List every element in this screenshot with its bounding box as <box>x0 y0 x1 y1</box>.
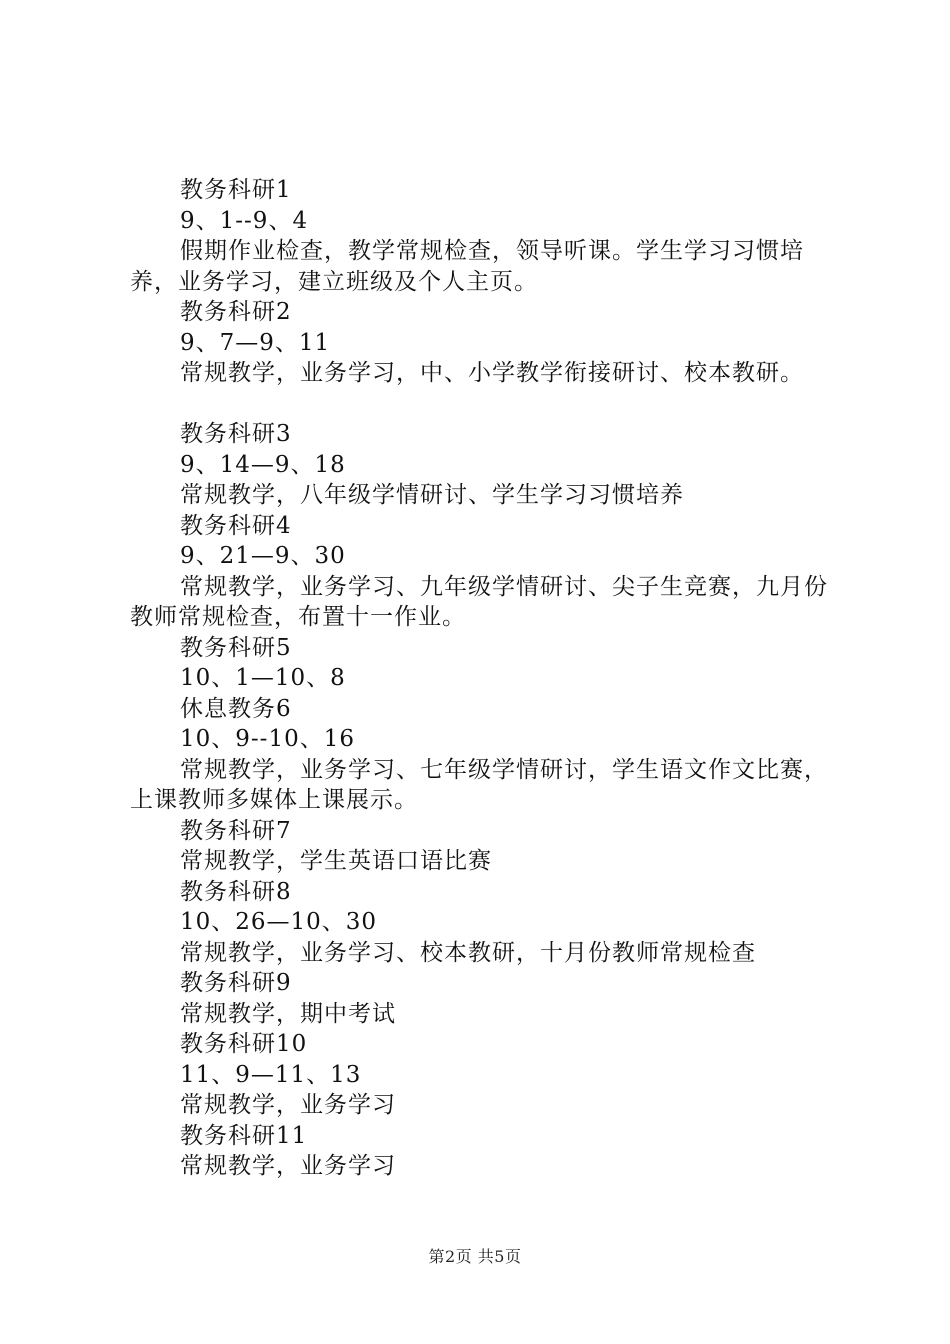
activity-description: 常规教学，业务学习、九年级学情研讨、尖子生竞赛，九月份教师常规检查，布置十一作业。 <box>130 573 828 630</box>
date-range: 9、1--9、4 <box>180 207 309 234</box>
section-heading: 教务科研8 <box>180 878 292 905</box>
page-footer: 第2页 共5页 <box>428 1247 522 1266</box>
activity-description: 常规教学，业务学习 <box>180 1153 396 1179</box>
date-range: 10、26—10、30 <box>180 909 378 935</box>
activity-description: 常规教学，业务学习，中、小学教学衔接研讨、校本教研。 <box>180 360 804 386</box>
activity-description: 常规教学，学生英语口语比赛 <box>180 848 492 874</box>
blank-line <box>130 389 845 420</box>
activity-description: 常规教学，期中考试 <box>180 1000 396 1027</box>
activity-description: 假期作业检查，教学常规检查，领导听课。学生学习习惯培养，业务学习，建立班级及个人主页。 <box>130 238 804 295</box>
section-heading: 教务科研11 <box>180 1122 308 1149</box>
activity-description: 常规教学，业务学习 <box>180 1092 396 1118</box>
activity-description: 常规教学，八年级学情研讨、学生学习习惯培养 <box>180 482 684 508</box>
section-heading: 教务科研2 <box>180 299 292 325</box>
section-heading: 教务科研9 <box>180 970 292 996</box>
section-heading: 教务科研4 <box>180 512 292 539</box>
section-heading: 休息教务6 <box>180 695 292 722</box>
activity-description: 常规教学，业务学习、校本教研，十月份教师常规检查 <box>180 939 756 966</box>
section-heading: 教务科研5 <box>180 634 292 661</box>
date-range: 9、7—9、11 <box>180 329 331 356</box>
date-range: 10、9--10、16 <box>180 726 355 752</box>
date-range: 11、9—11、13 <box>180 1061 362 1088</box>
date-range: 9、21—9、30 <box>180 543 346 569</box>
activity-description: 常规教学，业务学习、七年级学情研讨，学生语文作文比赛，上课教师多媒体上课展示。 <box>130 756 828 813</box>
section-heading: 教务科研3 <box>180 421 292 447</box>
document-body <box>130 175 845 1182</box>
section-heading: 教务科研7 <box>180 817 292 844</box>
section-heading: 教务科研10 <box>180 1031 308 1057</box>
date-range: 10、1—10、8 <box>180 665 346 691</box>
date-range: 9、14—9、18 <box>180 451 346 478</box>
section-heading: 教务科研1 <box>180 177 292 203</box>
